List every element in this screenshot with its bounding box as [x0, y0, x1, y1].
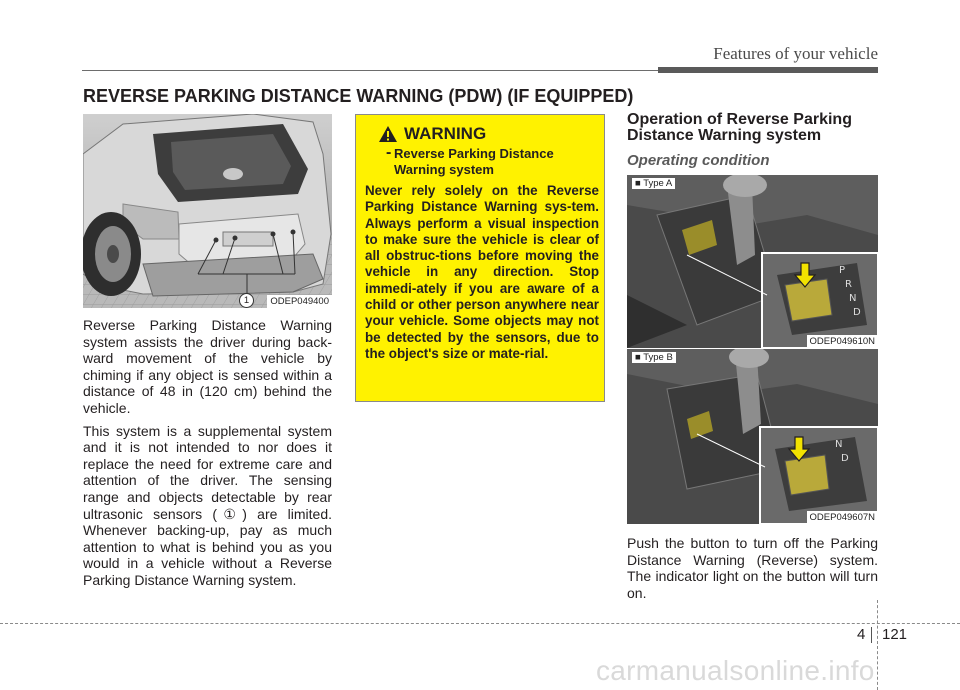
chapter-number: 4	[857, 626, 866, 643]
svg-text:R: R	[845, 279, 852, 290]
type-a-label: ■ Type A	[629, 177, 678, 190]
type-b-console-illustration	[627, 349, 878, 524]
page-separator	[871, 627, 872, 643]
type-b-label: ■ Type B	[629, 351, 679, 364]
footer-vertical-rule	[877, 600, 878, 690]
warning-box	[355, 114, 605, 402]
type-a-figure	[627, 175, 878, 348]
svg-text:N: N	[835, 439, 843, 450]
header-bar	[658, 67, 878, 73]
sensor-reference: ①	[217, 505, 243, 522]
operation-text	[627, 535, 878, 607]
operation-title: Operation of Reverse Parking Distance Warning system	[627, 111, 852, 144]
warning-subheading-text: Reverse Parking Distance Warning system	[394, 146, 554, 177]
supplemental-text-b: ) are limited. Whenever backing-up, pay as much attention to what is behind you as you would in a vehicle without a Reverse Parking Distance Warning system.	[83, 505, 332, 588]
svg-text:P: P	[839, 265, 846, 276]
running-header: Features of your vehicle	[713, 44, 878, 63]
warning-triangle-icon	[378, 125, 398, 143]
watermark: carmanualsonline.info	[596, 655, 875, 686]
page-number: 121	[882, 626, 908, 643]
type-a-figure-code: ODEP049610N	[807, 335, 878, 348]
svg-text:N: N	[849, 293, 857, 304]
type-b-figure-code: ODEP049607N	[807, 511, 878, 524]
warning-dash: -	[386, 144, 392, 161]
svg-text:D: D	[853, 307, 861, 318]
svg-text:D: D	[841, 453, 849, 464]
left-body-text	[83, 317, 332, 595]
warning-heading	[378, 124, 486, 144]
vehicle-rear-figure	[83, 114, 332, 308]
warning-text: Never rely solely on the Reverse Parking Distance Warning sys-tem. Always perform a visual inspection to make sure the vehicle is clear of all obstruc-tions before moving the vehicle in any direction. Stop immedi-ately if you are aware of a child or other person anywhere near your vehicle. Some objects may not be detected by the sensors, due to the object's size or mate-rial.	[365, 183, 599, 361]
operating-condition-subtitle: Operating condition	[627, 152, 770, 169]
sensor-callout-number: 1	[239, 293, 254, 308]
warning-label: WARNING	[404, 124, 487, 143]
footer-rule	[0, 623, 960, 624]
intro-paragraph: Reverse Parking Distance Warning system assists the driver during back-ward movement of the vehicle by chiming if any object is sensed within a distance of 48 in (120 cm) behind the vehicle.	[83, 317, 332, 416]
operation-paragraph: Push the button to turn off the Parking Distance Warning (Reverse) system. The indicator light on the button will turn on.	[627, 535, 878, 601]
figure-code: ODEP049400	[267, 295, 332, 308]
section-title: REVERSE PARKING DISTANCE WARNING (PDW) (IF EQUIPPED)	[83, 86, 634, 106]
type-b-figure	[627, 349, 878, 524]
warning-subheading	[386, 144, 594, 178]
supplemental-text-a: This system is a supplemental system and it is not intended to nor does it replace the need for extreme care and attention of the driver. The sensing range and objects detectable by rear ultrasonic sensors (	[83, 422, 332, 522]
vehicle-rear-illustration	[83, 114, 332, 308]
type-a-console-illustration	[627, 175, 878, 348]
supplemental-paragraph	[83, 423, 332, 589]
